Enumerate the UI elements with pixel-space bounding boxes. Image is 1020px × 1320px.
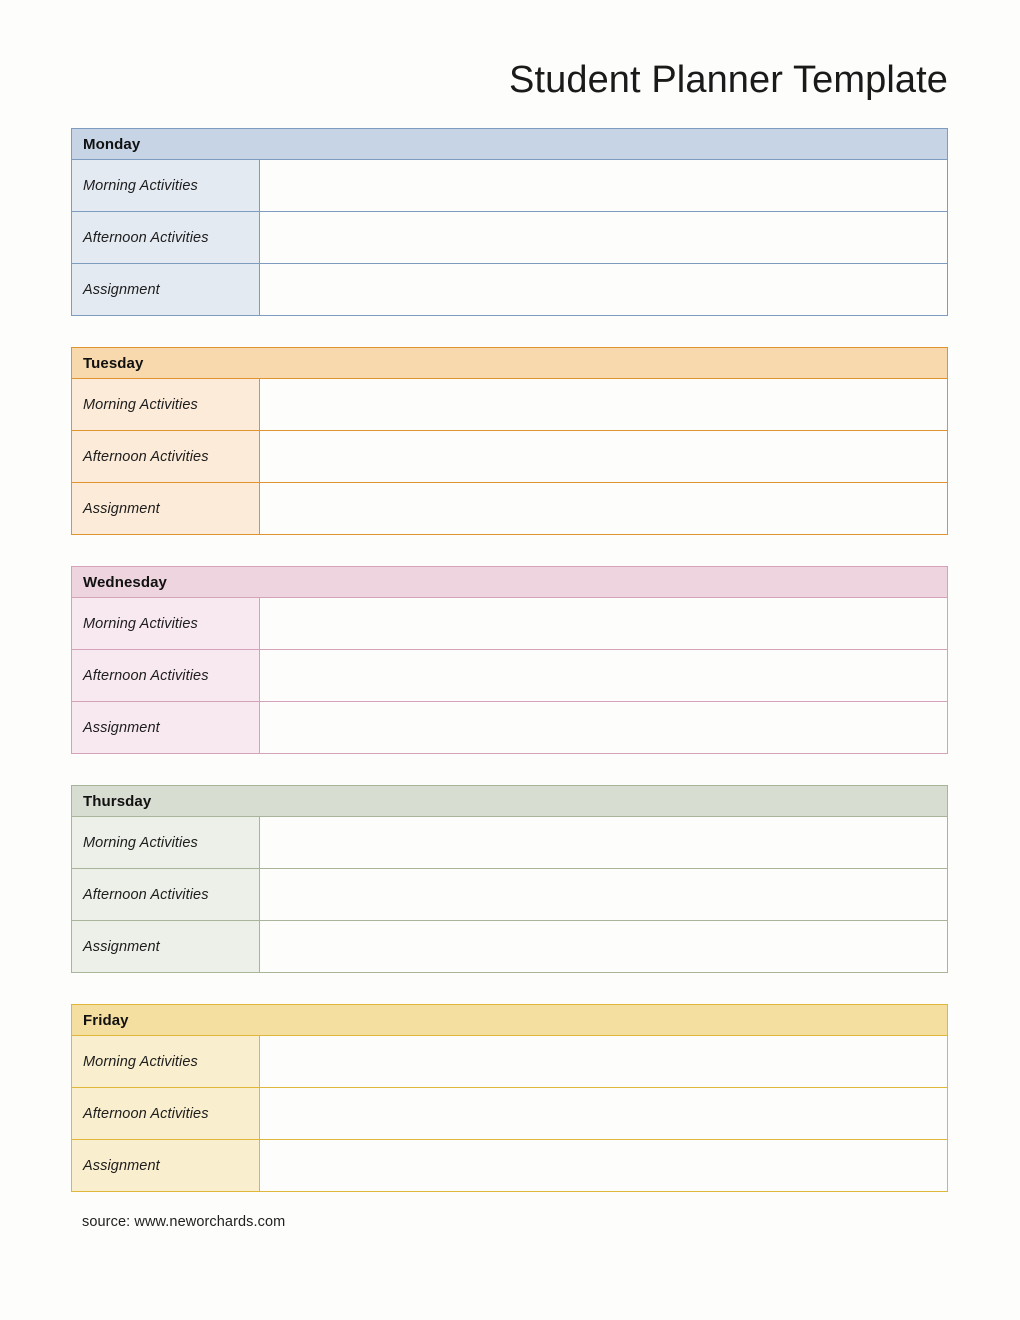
row-label-afternoon-friday [72,1088,260,1139]
row-label-afternoon-wednesday [72,650,260,701]
table-row [71,212,948,264]
row-label-text: Morning Activities [83,834,198,851]
page-title: Student Planner Template [509,59,948,101]
row-label-text: Morning Activities [83,1053,198,1070]
input-assignment-friday[interactable] [260,1140,947,1191]
row-label-text: Assignment [83,1157,160,1174]
day-name-thursday: Thursday [83,792,152,810]
row-label-assignment-thursday [72,921,260,972]
day-block-tuesday [71,347,948,535]
table-row [71,1140,948,1192]
table-row [71,869,948,921]
row-label-text: Morning Activities [83,177,198,194]
row-label-text: Afternoon Activities [83,667,209,684]
input-assignment-monday[interactable] [260,264,947,315]
planner-grid [71,128,948,1192]
title-container [71,56,948,104]
day-block-thursday [71,785,948,973]
row-label-text: Assignment [83,500,160,517]
row-label-text: Afternoon Activities [83,886,209,903]
table-row [71,1036,948,1088]
input-afternoon-monday[interactable] [260,212,947,263]
table-row [71,160,948,212]
input-afternoon-friday[interactable] [260,1088,947,1139]
row-label-text: Morning Activities [83,396,198,413]
input-afternoon-tuesday[interactable] [260,431,947,482]
input-afternoon-wednesday[interactable] [260,650,947,701]
day-header-tuesday [71,347,948,379]
table-row [71,702,948,754]
row-label-text: Afternoon Activities [83,448,209,465]
row-label-text: Afternoon Activities [83,1105,209,1122]
table-row [71,650,948,702]
day-name-friday: Friday [83,1011,129,1029]
row-label-text: Assignment [83,719,160,736]
row-label-text: Assignment [83,281,160,298]
day-header-monday [71,128,948,160]
day-name-monday: Monday [83,135,141,153]
input-morning-thursday[interactable] [260,817,947,868]
day-name-wednesday: Wednesday [83,573,167,591]
day-block-friday [71,1004,948,1192]
day-block-wednesday [71,566,948,754]
day-header-friday [71,1004,948,1036]
row-label-text: Assignment [83,938,160,955]
input-morning-monday[interactable] [260,160,947,211]
row-label-afternoon-thursday [72,869,260,920]
row-label-afternoon-monday [72,212,260,263]
source-note: source: www.neworchards.com [82,1214,286,1230]
table-row [71,483,948,535]
table-row [71,431,948,483]
table-row [71,921,948,973]
day-block-monday [71,128,948,316]
row-label-text: Morning Activities [83,615,198,632]
table-row [71,817,948,869]
row-label-morning-thursday [72,817,260,868]
table-row [71,1088,948,1140]
input-assignment-wednesday[interactable] [260,702,947,753]
row-label-assignment-tuesday [72,483,260,534]
row-label-morning-monday [72,160,260,211]
row-label-assignment-wednesday [72,702,260,753]
row-label-text: Afternoon Activities [83,229,209,246]
table-row [71,379,948,431]
input-afternoon-thursday[interactable] [260,869,947,920]
row-label-assignment-friday [72,1140,260,1191]
input-morning-wednesday[interactable] [260,598,947,649]
input-assignment-tuesday[interactable] [260,483,947,534]
table-row [71,264,948,316]
input-morning-tuesday[interactable] [260,379,947,430]
row-label-morning-wednesday [72,598,260,649]
input-morning-friday[interactable] [260,1036,947,1087]
day-header-thursday [71,785,948,817]
table-row [71,598,948,650]
row-label-morning-tuesday [72,379,260,430]
input-assignment-thursday[interactable] [260,921,947,972]
row-label-morning-friday [72,1036,260,1087]
day-name-tuesday: Tuesday [83,354,144,372]
row-label-assignment-monday [72,264,260,315]
row-label-afternoon-tuesday [72,431,260,482]
day-header-wednesday [71,566,948,598]
